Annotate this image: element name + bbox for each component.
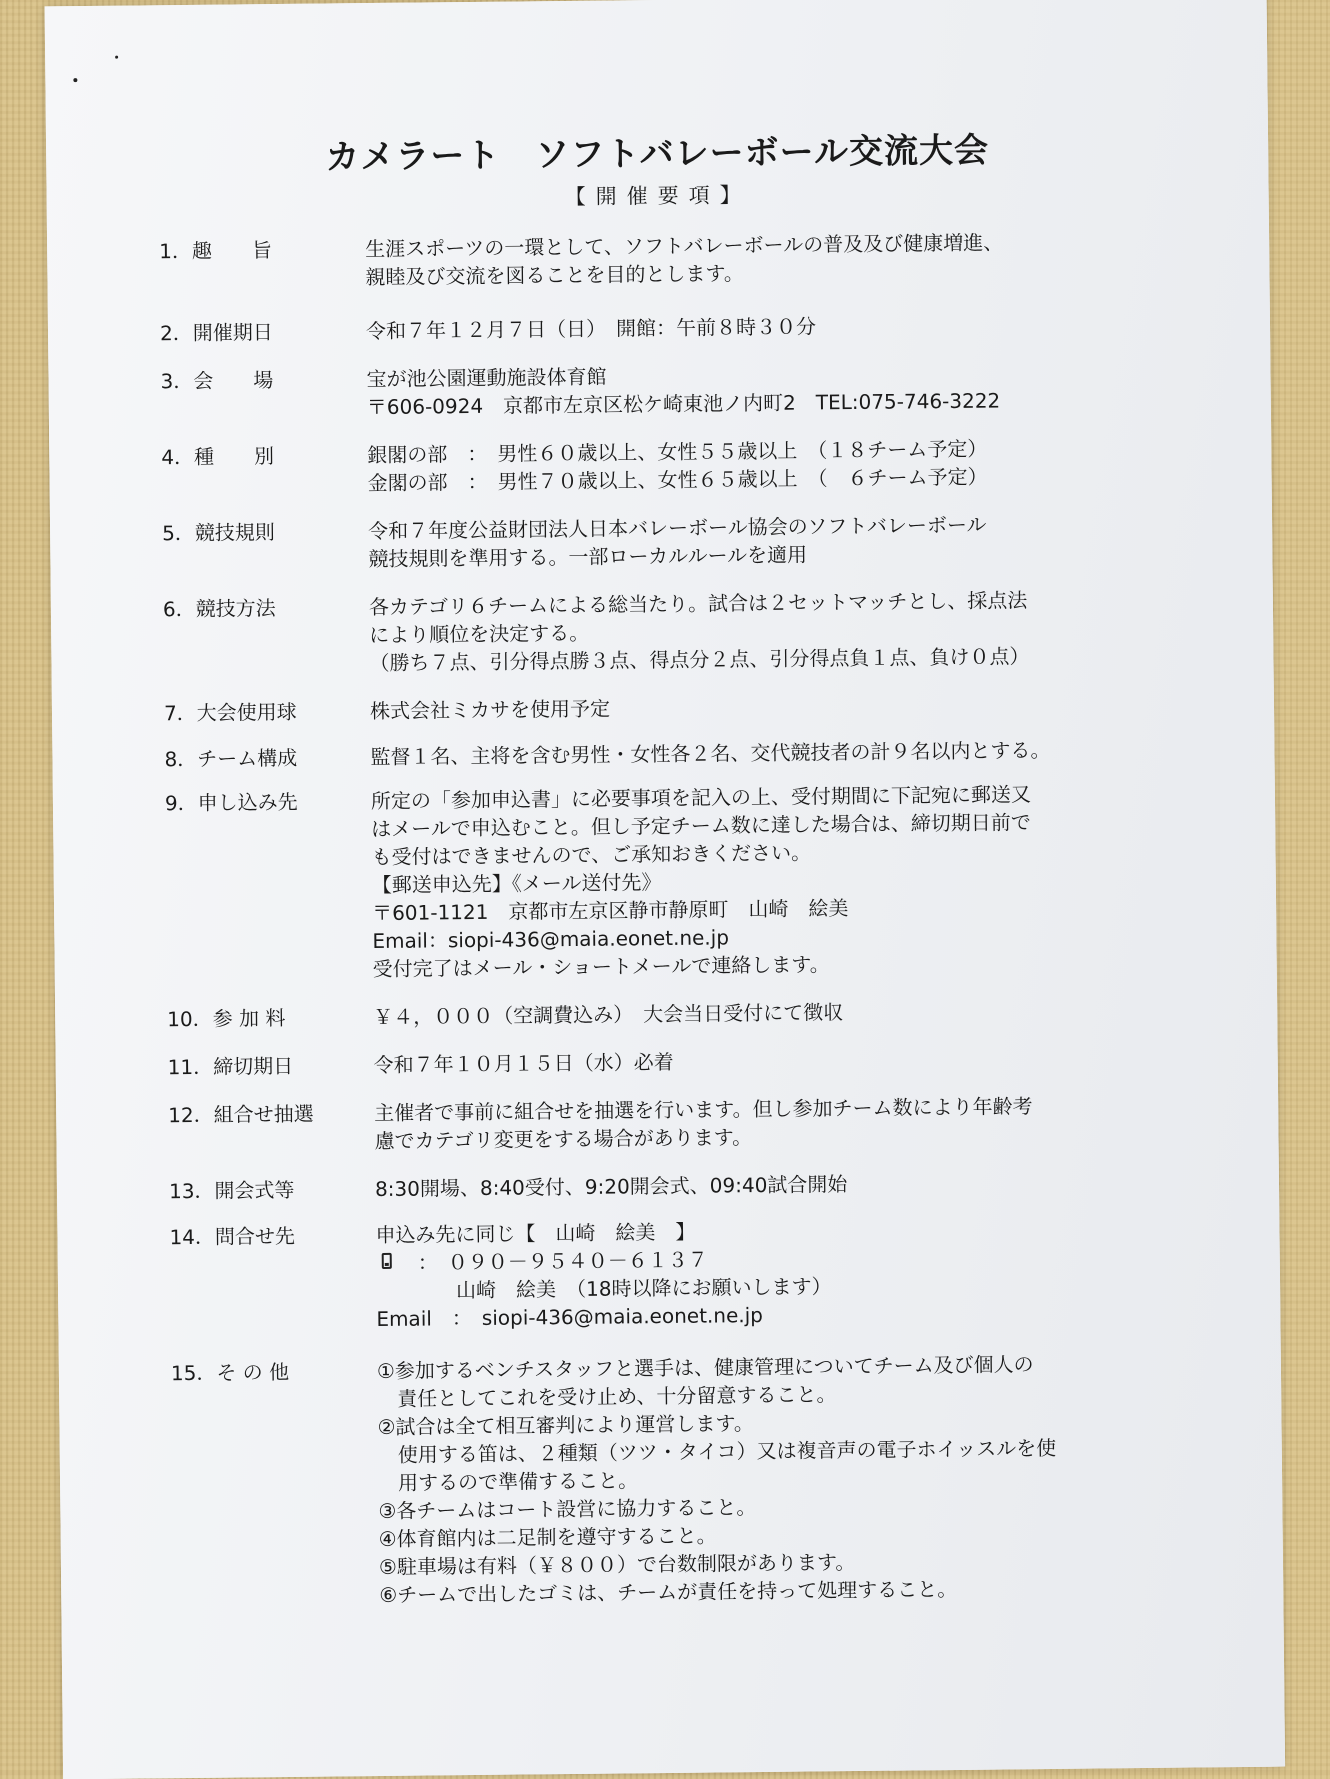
- item-content: [377, 1348, 1254, 1609]
- content-line: ￥４，０００（空調費込み） 大会当日受付にて徴収: [373, 1000, 844, 1030]
- item-label: 14．問合せ先: [169, 1223, 296, 1250]
- content-line: （勝ち７点、引分得点勝３点、得点分２点、引分得点負１点、負け０点）: [369, 644, 1030, 676]
- item-content: [368, 508, 1243, 573]
- content-line: ②試合は全て相互審判により運営します。: [377, 1411, 754, 1440]
- item-content: [366, 356, 1241, 421]
- item-rules: [162, 508, 1243, 575]
- content-line: 〒606-0924 京都市左京区松ケ崎東池ノ内町2 TEL:075-746-3222: [366, 388, 1001, 420]
- item-label: 13．開会式等: [168, 1177, 295, 1204]
- content-line: 令和７年度公益財団法人日本バレーボール協会のソフトバレーボール: [367, 512, 987, 544]
- email-text: Email ： siopi-436@maia.eonet.ne.jp: [376, 1302, 764, 1332]
- content-line: 競技規則を準用する。一部ローカルルールを適用: [368, 542, 808, 572]
- item-label: 2．開催期日: [159, 320, 273, 346]
- item-ceremony: [169, 1166, 1249, 1205]
- content-line: 令和７年１０月１５日（水）必着: [373, 1049, 674, 1078]
- item-ball: [164, 688, 1244, 727]
- item-contact: [169, 1212, 1250, 1335]
- item-content: [369, 584, 1244, 677]
- content-line: 各カテゴリ６チームによる総当たり。試合は２セットマッチとし、採点法: [368, 588, 1028, 620]
- item-fee: [167, 994, 1247, 1033]
- item-date: [160, 308, 1240, 347]
- email-text: Email：siopi-436@maia.eonet.ne.jp: [372, 925, 730, 954]
- content-line: 金閣の部 ： 男性７０歳以上、女性６５歳以上 （ ６チーム予定）: [367, 464, 988, 496]
- content-line: 申込み先に同じ【 山崎 絵美 】: [375, 1219, 696, 1248]
- content-line: 〒601-1121 京都市左京区静市静原町 山崎 絵美: [371, 896, 849, 926]
- content-line: 8:30開場、8:40受付、9:20開会式、09:40試合開始: [374, 1172, 848, 1202]
- content-line: ④体育館内は二足制を遵守すること。: [378, 1523, 717, 1552]
- item-content: [374, 1042, 1248, 1079]
- item-content: [375, 1166, 1249, 1203]
- paper-speck: [115, 56, 118, 59]
- item-content: [367, 432, 1242, 497]
- item-label: 12．組合せ抽選: [168, 1101, 314, 1128]
- item-label: 8．チーム構成: [164, 745, 298, 772]
- content-line: ③各チームはコート設営に協力すること。: [378, 1495, 757, 1524]
- content-line: 【郵送申込先】《メール送付先》: [371, 870, 662, 898]
- content-line: ⑥チームで出したゴミは、チームが責任を持って処理すること。: [379, 1576, 958, 1608]
- phone-number: ： ０９０－９５４０－６１３７: [417, 1247, 708, 1275]
- document-sheet: [45, 0, 1285, 1779]
- item-label: 4．種 別: [161, 444, 275, 470]
- item-category: [161, 432, 1242, 499]
- item-content: [375, 1212, 1250, 1333]
- content-line: 宝が池公園運動施設体育館: [366, 364, 607, 392]
- content-line: 監督１名、主将を含む男性・女性各２名、交代競技者の計９名以内とする。: [370, 737, 1051, 770]
- content-line: 生涯スポーツの一環として、ソフトバレーボールの普及及び健康増進、: [365, 230, 1004, 262]
- content-line: 用するので準備すること。: [377, 1468, 639, 1496]
- item-label: 10．参 加 料: [167, 1005, 286, 1032]
- item-label: 5．競技規則: [162, 520, 275, 546]
- items-list: [159, 226, 1253, 1611]
- item-content: [370, 688, 1244, 725]
- paper-speck: [73, 78, 77, 82]
- item-purpose: [159, 226, 1240, 293]
- content-line: も受付はできませんので、ご承知おきください。: [371, 840, 812, 870]
- item-content: [371, 778, 1247, 983]
- content-line: 慮でカテゴリ変更をする場合があります。: [374, 1125, 753, 1154]
- item-draw: [168, 1090, 1249, 1157]
- content-line: ①参加するベンチスタッフと選手は、健康管理についてチーム及び個人の: [376, 1352, 1034, 1384]
- content-line: 親睦及び交流を図ることを目的とします。: [365, 261, 744, 290]
- content-line: ⑤駐車場は有料（￥８００）で台数制限があります。: [378, 1550, 856, 1580]
- content-line: 所定の「参加申込書」に必要事項を記入の上、受付期間に下記宛に郵送又: [370, 782, 1032, 814]
- item-label: 15．そ の 他: [170, 1359, 290, 1386]
- item-content: [366, 308, 1240, 345]
- phone-note: 山崎 絵美 （18時以降にお願いします）: [375, 1274, 832, 1304]
- document-title: カメラート ソフトバレーボール交流大会: [325, 130, 990, 178]
- content-line: 銀閣の部 ： 男性６０歳以上、女性５５歳以上 （１８チーム予定）: [367, 436, 988, 468]
- document-subtitle: 【開催要項】: [564, 183, 751, 210]
- item-application: [165, 778, 1247, 985]
- content-line: 株式会社ミカサを使用予定: [369, 696, 611, 724]
- item-method: [163, 584, 1244, 679]
- item-content: [374, 1090, 1249, 1155]
- content-line: 使用する笛は、２種類（ツツ・タイコ）又は複音声の電子ホイッスルを使: [377, 1435, 1057, 1468]
- content-line: 主催者で事前に組合せを抽選を行います。但し参加チーム数により年齢考: [374, 1094, 1033, 1126]
- item-label: 6．競技方法: [162, 596, 276, 622]
- item-content: [370, 734, 1244, 771]
- item-content: [373, 994, 1247, 1031]
- item-label: 7．大会使用球: [163, 699, 297, 726]
- content-line: 責任としてこれを受け止め、十分留意すること。: [377, 1382, 837, 1412]
- item-label: 11．締切期日: [167, 1053, 294, 1080]
- item-content: [365, 226, 1240, 291]
- item-team: [164, 734, 1244, 773]
- item-venue: [160, 356, 1241, 423]
- item-other: [171, 1348, 1254, 1611]
- item-deadline: [168, 1042, 1248, 1081]
- item-label: 1．趣 旨: [159, 238, 273, 264]
- content-line: 受付完了はメール・ショートメールで連絡します。: [372, 952, 830, 982]
- item-label: 9．申し込み先: [164, 789, 298, 816]
- item-label: 3．会 場: [160, 368, 274, 394]
- content-line: はメールで申込むこと。但し予定チーム数に達した場合は、締切期日前で: [371, 810, 1031, 842]
- content-line: により順位を決定する。: [369, 620, 590, 648]
- mobile-phone-icon: [382, 1253, 392, 1269]
- content-line: 令和７年１２月７日（日） 開館：午前８時３０分: [365, 314, 817, 344]
